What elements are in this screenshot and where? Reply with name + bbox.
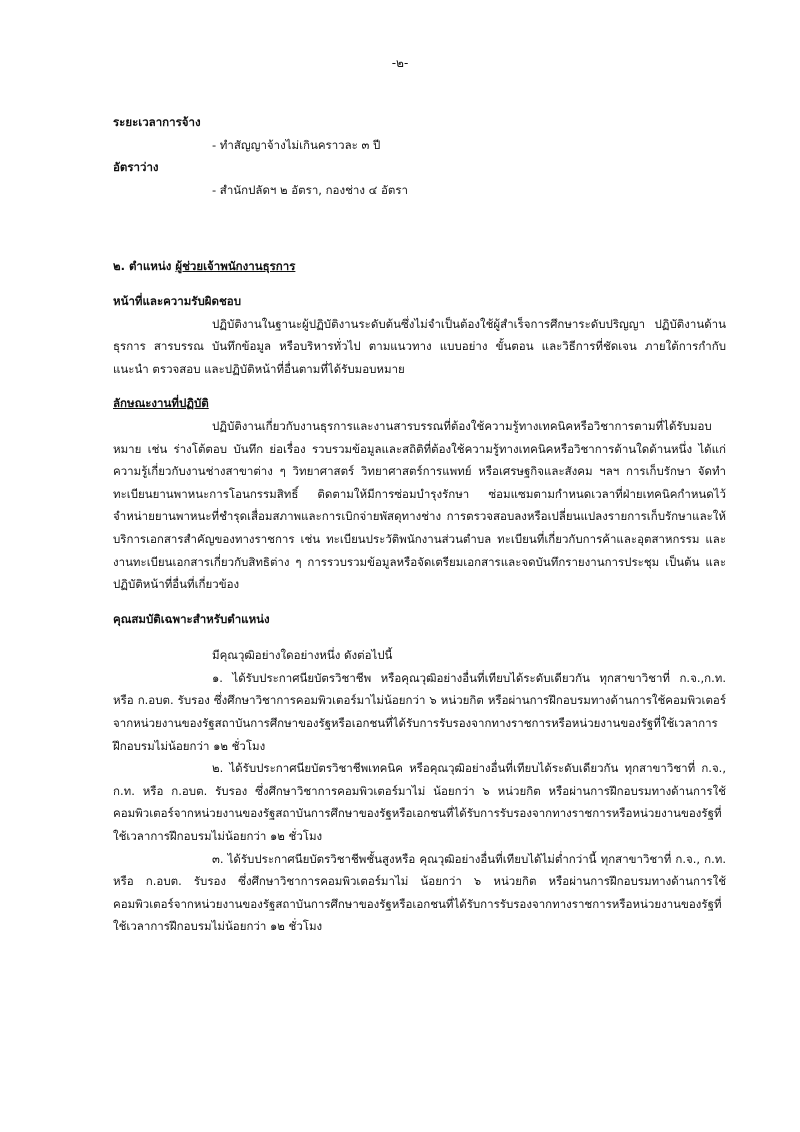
qualification-item-1: ๑. ได้รับประกาศนียบัตรวิชาชีพ หรือคุณวุฒิอย่างอื่นที่เทียบได้ระดับเดียวกัน ทุกสาขาวิชาที่ ก.จ.,ก.ท. หรือ ก.อบต. รับรอง ซึ่งศึกษาวิชาการคอมพิวเตอร์มาไม่น้อยกว่า ๖ หน่วยกิต หรือผ่านการฝึกอบรมทางด้านการใช้คอมพิวเตอร์จากหน่วยงานของรัฐสถาบันการศึกษาของรัฐหรือเอกชนที่ได้รับการรับรองจากทางราชการหรือหน่วยงานของรัฐที่ใช้เวลาการฝึกอบรมไม่น้อยกว่า ๑๒ ชั่วโมง: [113, 670, 726, 753]
employment-period-heading: ระยะเวลาการจ้าง: [113, 115, 201, 129]
vacancies-heading: อัตราว่าง: [113, 160, 159, 175]
duties-text: ปฏิบัติงานในฐานะผู้ปฏิบัติงานระดับต้นซึ่งไม่จำเป็นต้องใช้ผู้สำเร็จการศึกษาระดับปริญญา ปฏิบัติงานด้านธุรการ สารบรรณ บันทึกข้อมูล หรือบริหารทั่วไป ตามแนวทาง แบบอย่าง ขั้นตอน และวิธีการที่ชัดเจน ภายใต้การกำกับ แนะนำ ตรวจสอบ และปฏิบัติหน้าที่อื่นตามที่ได้รับมอบหมาย: [113, 316, 726, 376]
employment-period-text: - ทำสัญญาจ้างไม่เกินคราวละ ๓ ปี: [212, 137, 381, 152]
duties-heading: หน้าที่และความรับผิดชอบ: [113, 293, 241, 308]
document-body: [113, 111, 726, 938]
spacer: [113, 630, 726, 644]
qualification-item-3: ๓. ได้รับประกาศนียบัตรวิชาชีพชั้นสูงหรือ คุณวุฒิอย่างอื่นที่เทียบได้ไม่ต่ำกว่านี้ ทุกสาขาวิชาที่ ก.จ., ก.ท. หรือ ก.อบต. รับรอง ซึ่งศึกษาวิชาการคอมพิวเตอร์มาไม่ น้อยกว่า ๖ หน่วยกิต หรือผ่านการฝึกอบรมทางด้านการใช้คอมพิวเตอร์จากหน่วยงานของรัฐสถาบันการศึกษาของรัฐหรือเอกชนที่ได้รับการรับรองจากทางราชการหรือหน่วยงานของรัฐที่ใช้เวลาการฝึกอบรมไม่น้อยกว่า ๑๒ ชั่วโมง: [113, 851, 726, 934]
qualifications-heading: คุณสมบัติเฉพาะสำหรับตำแหน่ง: [113, 611, 270, 626]
job-nature-heading: ลักษณะงานที่ปฏิบัติ: [113, 396, 209, 411]
position-title: [113, 255, 726, 278]
page-number: -๒-: [391, 56, 409, 70]
job-nature-text: ปฏิบัติงานเกี่ยวกับงานธุรการและงานสารบรรณที่ต้องใช้ความรู้ทางเทคนิคหรือวิชาการตามที่ได้รับมอบหมาย เช่น ร่างโต้ตอบ บันทึก ย่อเรื่อง รวบรวมข้อมูลและสถิติที่ต้องใช้ความรู้ทางเทคนิคหรือวิชาการด้านใดด้านหนึ่ง ได้แก่ ความรู้เกี่ยวกับงานช่างสาขาต่าง ๆ วิทยาศาสตร์ วิทยาศาสตร์การแพทย์ หรือเศรษฐกิจและสังคม ฯลฯ การเก็บรักษา จัดทำทะเบียนยานพาหนะการโอนกรรมสิทธิ์ ติดตามให้มีการซ่อมบำรุงรักษา ซ่อมแซมตามกำหนดเวลาที่ฝ่ายเทคนิคกำหนดไว้จำหน่ายยานพาหนะที่ชำรุดเสื่อมสภาพและการเบิกจ่ายพัสดุทางช่าง การตรวจสอบลงหรือเปลี่ยนแปลงรายการเก็บรักษาและให้บริการเอกสารสำคัญของทางราชการ เช่น ทะเบียนประวัติพนักงานส่วนตำบล ทะเบียนที่เกี่ยวกับการค้าและอุตสาหกรรม และงานทะเบียนเอกสารเกี่ยวกับสิทธิต่าง ๆ การรวบรวมข้อมูลหรือจัดเตรียมเอกสารและจดบันทึกรายงานการประชุม เป็นต้น และปฏิบัติหน้าที่อื่นที่เกี่ยวข้อง: [113, 418, 726, 592]
qualifications-intro: มีคุณวุฒิอย่างใดอย่างหนึ่ง ดังต่อไปนี้: [212, 648, 393, 663]
qualification-item-2: ๒. ได้รับประกาศนียบัตรวิชาชีพเทคนิค หรือคุณวุฒิอย่างอื่นที่เทียบได้ระดับเดียวกัน ทุกสาขาวิชาที่ ก.จ., ก.ท. หรือ ก.อบต. รับรอง ซึ่งศึกษาวิชาการคอมพิวเตอร์มาไม่ น้อยกว่า ๖ หน่วยกิต หรือผ่านการฝึกอบรมทางด้านการใช้คอมพิวเตอร์จากหน่วยงานของรัฐสถาบันการศึกษาของรัฐหรือเอกชนที่ได้รับการรับรองจากทางราชการหรือหน่วยงานของรัฐที่ ใช้เวลาการฝึกอบรมไม่น้อยกว่า ๑๒ ชั่วโมง: [113, 761, 726, 844]
position-name: ผู้ช่วยเจ้าพนักงานธุรการ: [175, 259, 296, 274]
vacancies-text: - สำนักปลัดฯ ๒ อัตรา, กองช่าง ๔ อัตรา: [212, 182, 408, 197]
position-number-label: ๒. ตำแหน่ง: [113, 259, 172, 274]
